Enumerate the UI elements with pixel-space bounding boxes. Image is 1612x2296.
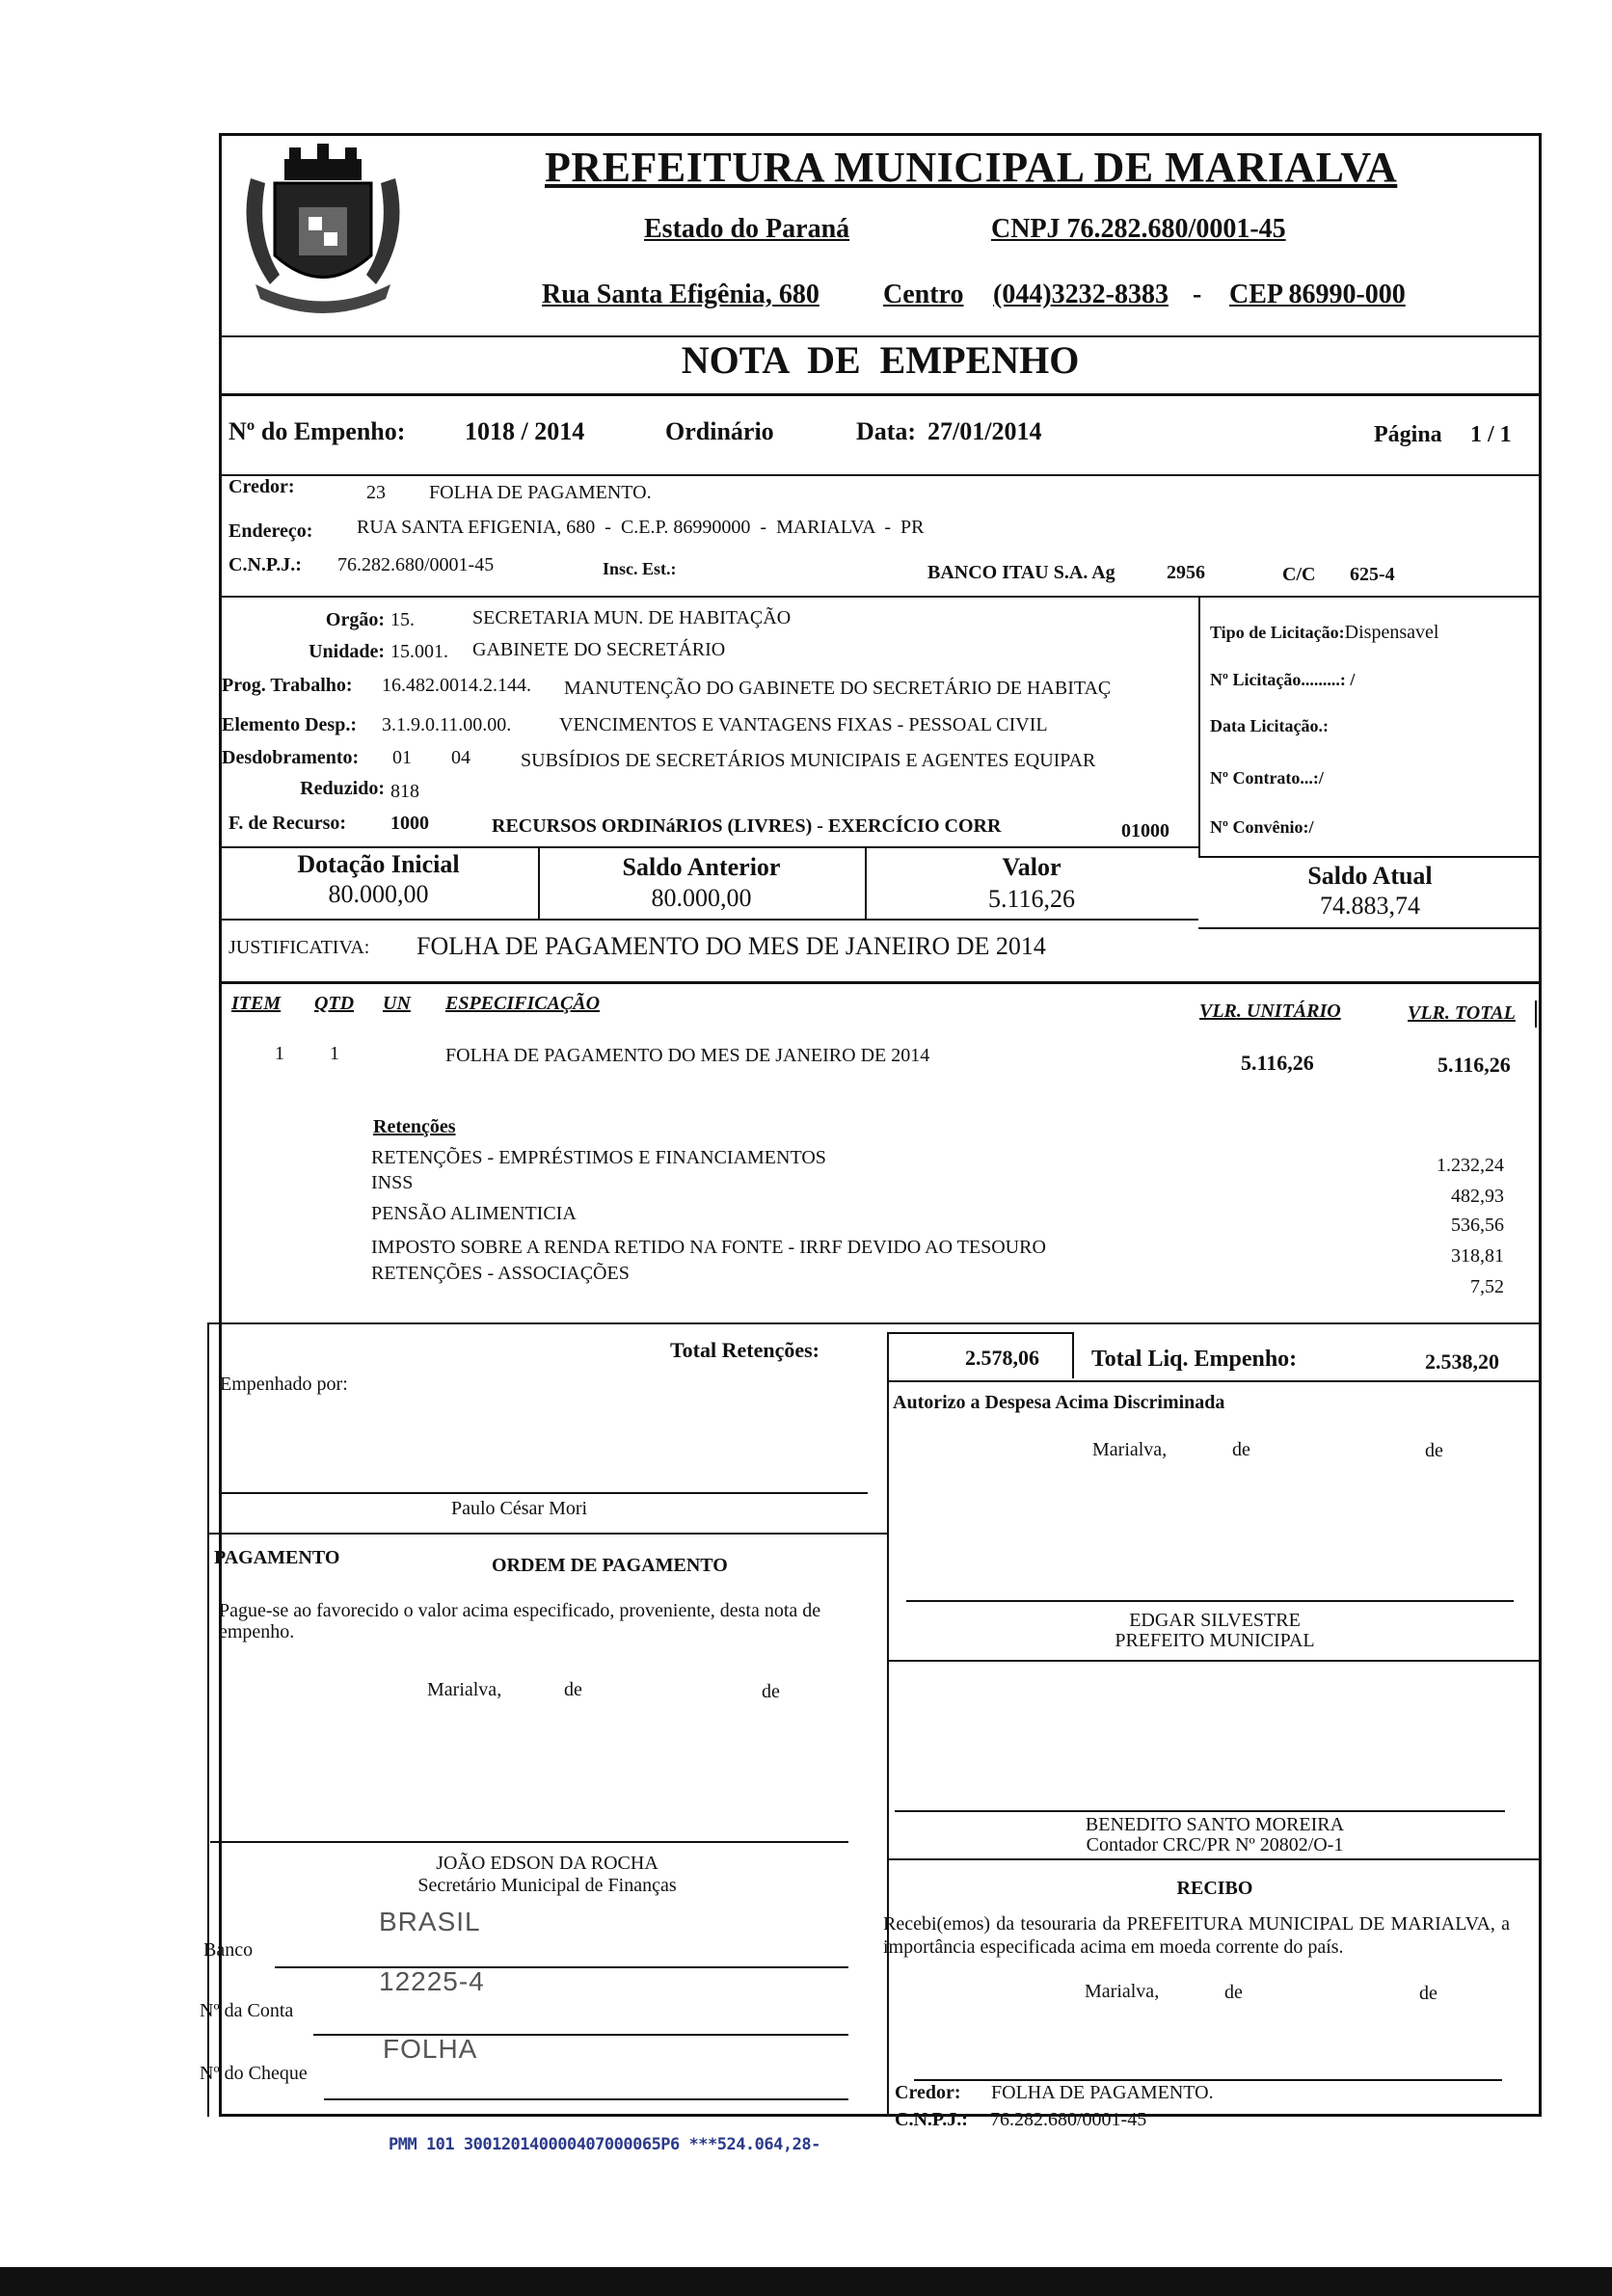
retencao-value: 1.232,24 (1437, 1155, 1504, 1176)
divider (887, 1380, 1542, 1382)
empenho-date-label: Data: (856, 417, 917, 445)
divider (887, 1332, 1072, 1334)
divider (219, 474, 1542, 476)
col-un: UN (383, 993, 411, 1014)
divider (207, 1322, 1542, 1324)
signature-line (914, 2079, 1502, 2081)
orgao-code: 15. (390, 609, 415, 630)
pagamento-city: Marialva, (427, 1679, 502, 1700)
page-title: PREFEITURA MUNICIPAL DE MARIALVA (545, 144, 1398, 191)
recibo-de-2: de (1419, 1983, 1437, 2004)
header-district: Centro (883, 280, 964, 309)
recibo-credor-nome: FOLHA DE PAGAMENTO. (991, 2082, 1214, 2103)
prog-code: 16.482.0014.2.144. (382, 675, 531, 696)
divider (1535, 1001, 1537, 1028)
orgao-label: Orgão: (325, 609, 385, 630)
conta-value: 12225-4 (379, 1966, 485, 1996)
page-label: Página (1374, 422, 1442, 447)
recibo-de-1: de (1224, 1982, 1243, 2003)
saldo-atual-label: Saldo Atual (1307, 862, 1433, 890)
banco-line (275, 1966, 848, 1968)
divider (1198, 927, 1542, 929)
valor-label: Valor (1002, 853, 1061, 881)
prefeito-cargo: PREFEITO MUNICIPAL (1115, 1630, 1315, 1651)
endereco-label: Endereço: (228, 521, 313, 542)
footer-code: PMM 101 300120140000407000065P6 ***524.064,28- (389, 2135, 820, 2154)
retencao-label: RETENÇÕES - EMPRÉSTIMOS E FINANCIAMENTOS (371, 1147, 826, 1168)
num-licitacao-label: Nº Licitação.........: / (1210, 670, 1356, 689)
scan-edge (0, 2267, 1612, 2296)
desdobramento-value: SUBSÍDIOS DE SECRETÁRIOS MUNICIPAIS E AGENTES EQUIPAR (521, 750, 1096, 771)
divider (219, 981, 1542, 984)
elemento-value: VENCIMENTOS E VANTAGENS FIXAS - PESSOAL CIVIL (559, 714, 1048, 735)
endereco-value: RUA SANTA EFIGENIA, 680 - C.E.P. 86990000 - MARIALVA - PR (357, 517, 925, 538)
header-cep: CEP 86990-000 (1229, 280, 1406, 309)
saldo-anterior-label: Saldo Anterior (622, 853, 781, 881)
divider (887, 1380, 889, 2117)
header-cnpj: CNPJ 76.282.680/0001-45 (991, 214, 1286, 244)
justificativa-label: JUSTIFICATIVA: (228, 937, 370, 958)
recurso-label: F. de Recurso: (228, 813, 347, 834)
recibo-title: RECIBO (1176, 1878, 1253, 1899)
empenho-date: 27/01/2014 (927, 417, 1042, 445)
elemento-label: Elemento Desp.: (222, 714, 357, 735)
contador-cargo: Contador CRC/PR Nº 20802/O-1 (1086, 1834, 1344, 1855)
divider (887, 1858, 1542, 1860)
divider (1198, 856, 1542, 858)
tipo-licitacao-value: Dispensavel (1344, 622, 1439, 643)
bank-name: BANCO ITAU S.A. Ag (927, 562, 1115, 583)
autorizo-de-1: de (1232, 1439, 1250, 1460)
saldo-anterior-value: 80.000,00 (651, 884, 752, 912)
contador-nome: BENEDITO SANTO MOREIRA (1085, 1814, 1345, 1835)
prog-value: MANUTENÇÃO DO GABINETE DO SECRETÁRIO DE HABITAÇ (564, 678, 1112, 699)
signature-line (220, 1492, 868, 1494)
divider (219, 596, 1542, 598)
header-state: Estado do Paraná (644, 214, 850, 244)
total-retencoes-label: Total Retenções: (670, 1338, 819, 1362)
cnpj-label: C.N.P.J.: (228, 554, 302, 575)
header-dash: - (1193, 280, 1202, 309)
desdobramento-b: 04 (451, 747, 470, 768)
recurso-value: RECURSOS ORDINáRIOS (LIVRES) - EXERCÍCIO CORR (492, 815, 1002, 837)
bank-agency: 2956 (1167, 562, 1205, 583)
insc-label: Insc. Est.: (603, 559, 677, 578)
retencao-value: 318,81 (1451, 1245, 1504, 1267)
autorizo-text: Autorizo a Despesa Acima Discriminada (893, 1392, 1225, 1413)
item-vlr-unitario: 5.116,26 (1241, 1051, 1314, 1075)
credor-code: 23 (366, 482, 386, 503)
divider (887, 1660, 1542, 1662)
credor-label: Credor: (228, 476, 295, 497)
recurso-number: 01000 (1121, 820, 1169, 841)
cheque-label: Nº do Cheque (200, 2063, 308, 2084)
recibo-text: Recebi(emos) da tesouraria da PREFEITURA MUNICIPAL DE MARIALVA, a importância especificada acima em moeda corrente do país. (883, 1913, 1510, 1958)
item-vlr-total: 5.116,26 (1437, 1053, 1511, 1077)
cnpj-value: 76.282.680/0001-45 (337, 554, 495, 575)
recibo-city: Marialva, (1085, 1981, 1160, 2002)
item-number: 1 (275, 1043, 284, 1064)
signature-line (895, 1810, 1505, 1812)
document-title: NOTA DE EMPENHO (681, 338, 1080, 382)
recurso-code: 1000 (390, 813, 429, 834)
item-qtd: 1 (330, 1043, 339, 1064)
total-retencoes-value: 2.578,06 (965, 1346, 1039, 1370)
cc-label: C/C (1282, 564, 1316, 585)
signature-line (906, 1600, 1514, 1602)
empenho-number: 1018 / 2014 (465, 417, 585, 445)
recibo-credor-label: Credor: (895, 2082, 961, 2103)
divider (207, 1322, 209, 2117)
cheque-line (324, 2098, 848, 2100)
prefeito-nome: EDGAR SILVESTRE (1129, 1610, 1301, 1631)
retencao-value: 482,93 (1451, 1186, 1504, 1207)
total-liquido-value: 2.538,20 (1425, 1349, 1499, 1374)
col-vlr-total: VLR. TOTAL (1408, 1002, 1516, 1024)
empenho-number-label: Nº do Empenho: (228, 417, 406, 445)
cheque-value: FOLHA (383, 2034, 478, 2064)
autorizo-city: Marialva, (1092, 1439, 1168, 1460)
desdobramento-label: Desdobramento: (222, 747, 360, 768)
col-vlr-unitario: VLR. UNITÁRIO (1199, 1001, 1341, 1022)
tipo-licitacao-label (1210, 622, 1438, 644)
retencao-value: 536,56 (1451, 1215, 1504, 1236)
recibo-cnpj: 76.282.680/0001-45 (990, 2109, 1147, 2130)
divider (207, 1533, 887, 1535)
credor-name: FOLHA DE PAGAMENTO. (429, 482, 652, 503)
empenho-type: Ordinário (665, 417, 774, 445)
coat-of-arms-icon (231, 140, 415, 328)
signature-line (210, 1841, 848, 1843)
empenhado-nome: Paulo César Mori (451, 1498, 588, 1519)
reduzido-value: 818 (390, 781, 419, 802)
divider (887, 1332, 889, 1382)
justificativa-value: FOLHA DE PAGAMENTO DO MES DE JANEIRO DE 2014 (416, 932, 1046, 960)
secretario-cargo: Secretário Municipal de Finanças (417, 1875, 677, 1896)
pagamento-label: PAGAMENTO (214, 1547, 340, 1568)
recibo-cnpj-label: C.N.P.J.: (895, 2109, 968, 2130)
saldo-atual-value: 74.883,74 (1320, 892, 1420, 920)
divider (219, 919, 1198, 921)
retencao-label: INSS (371, 1172, 414, 1193)
banco-value: BRASIL (379, 1907, 481, 1936)
pagamento-de-1: de (564, 1679, 582, 1700)
unidade-value: GABINETE DO SECRETÁRIO (472, 639, 726, 660)
total-liquido-label: Total Liq. Empenho: (1091, 1347, 1298, 1372)
unidade-label: Unidade: (309, 641, 385, 662)
dotacao-inicial-label: Dotação Inicial (297, 850, 460, 878)
empenhado-label: Empenhado por: (220, 1374, 348, 1395)
retencao-label: IMPOSTO SOBRE A RENDA RETIDO NA FONTE - IRRF DEVIDO AO TESOURO (371, 1237, 1046, 1258)
pague-text: Pague-se ao favorecido o valor acima especificado, proveniente, desta nota de empenho. (219, 1600, 821, 1642)
retencoes-title: Retenções (373, 1116, 456, 1137)
divider (219, 393, 1542, 396)
desdobramento-a: 01 (392, 747, 412, 768)
data-licitacao-label: Data Licitação.: (1210, 716, 1329, 735)
conta-label: Nº da Conta (200, 2000, 294, 2021)
divider (1072, 1332, 1074, 1378)
pagamento-de-2: de (762, 1681, 780, 1702)
retencao-label: PENSÃO ALIMENTICIA (371, 1203, 577, 1224)
autorizo-de-2: de (1425, 1440, 1443, 1461)
tipo-licitacao-label-text: Tipo de Licitação: (1210, 623, 1345, 642)
convenio-label: Nº Convênio:/ (1210, 817, 1314, 837)
header-address: Rua Santa Efigênia, 680 (542, 280, 819, 309)
retencao-value: 7,52 (1470, 1276, 1504, 1297)
dotacao-inicial-value: 80.000,00 (328, 880, 429, 908)
valor-value: 5.116,26 (987, 885, 1076, 913)
unidade-code: 15.001. (390, 641, 448, 662)
divider (1198, 596, 1200, 856)
divider (219, 846, 1198, 848)
item-especificacao: FOLHA DE PAGAMENTO DO MES DE JANEIRO DE 2014 (445, 1045, 930, 1066)
prog-label: Prog. Trabalho: (222, 675, 353, 696)
retencao-label: RETENÇÕES - ASSOCIAÇÕES (371, 1263, 630, 1284)
contrato-label: Nº Contrato...:/ (1210, 768, 1324, 788)
col-especificacao: ESPECIFICAÇÃO (445, 993, 601, 1014)
ordem-pagamento-label: ORDEM DE PAGAMENTO (492, 1555, 728, 1576)
orgao-value: SECRETARIA MUN. DE HABITAÇÃO (472, 607, 792, 628)
page-number: 1 / 1 (1470, 422, 1512, 447)
elemento-code: 3.1.9.0.11.00.00. (382, 714, 512, 735)
reduzido-label: Reduzido: (300, 778, 385, 799)
col-qtd: QTD (314, 993, 355, 1014)
cc-value: 625-4 (1350, 564, 1395, 585)
header-phone: (044)3232-8383 (993, 280, 1169, 309)
col-item: ITEM (231, 993, 282, 1014)
secretario-nome: JOÃO EDSON DA ROCHA (436, 1853, 658, 1874)
banco-label: Banco (203, 1939, 254, 1961)
